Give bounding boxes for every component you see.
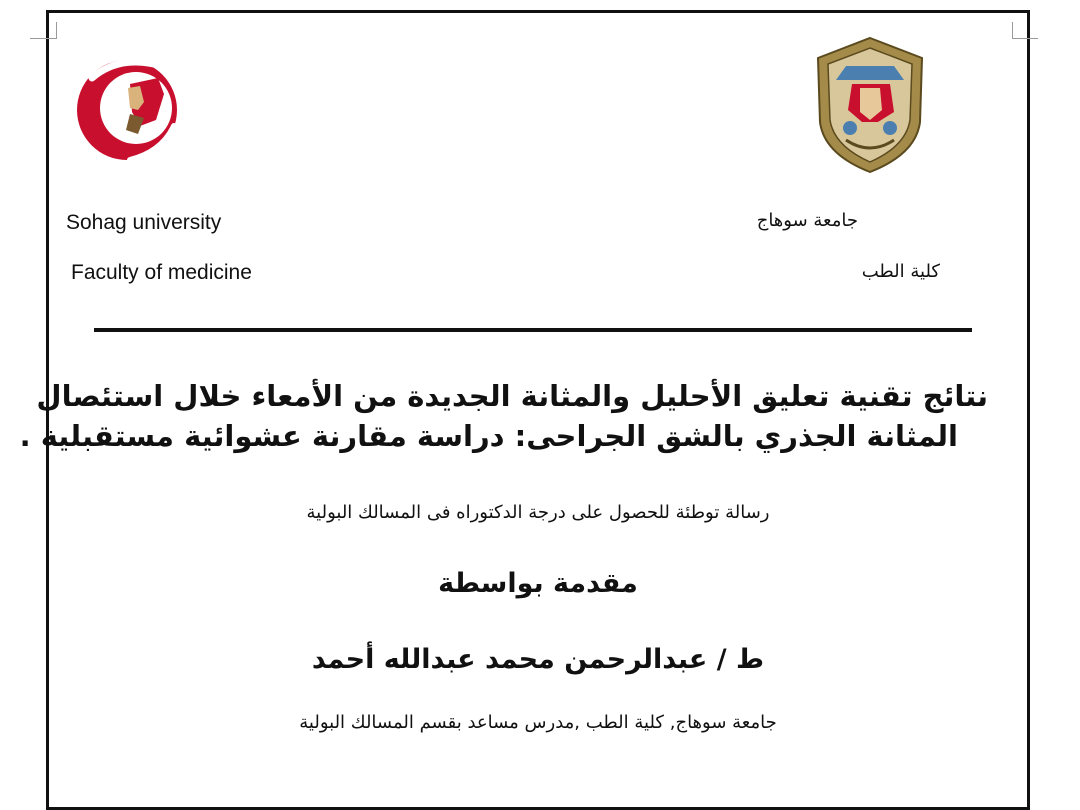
crop-mark-top-right	[1012, 38, 1038, 39]
faculty-name-english: Faculty of medicine	[71, 261, 252, 284]
seal-left-emblem	[843, 121, 857, 135]
thesis-subtitle: رسالة توطئة للحصول على درجة الدكتوراه فى المسالك البولية	[306, 502, 770, 523]
university-name-arabic: جامعة سوهاج	[756, 210, 858, 231]
seal-right-emblem	[883, 121, 897, 135]
author-name: ط / عبدالرحمن محمد عبدالله أحمد	[311, 644, 765, 675]
seal-top-band	[836, 66, 904, 80]
header-divider	[94, 328, 972, 332]
author-affiliation: جامعة سوهاج, كلية الطب ,مدرس مساعد بقسم المسالك البولية	[299, 712, 777, 733]
thesis-title	[19, 376, 1000, 456]
faculty-name-arabic: كلية الطب	[861, 261, 940, 282]
university-name-english: Sohag university	[66, 211, 222, 234]
sohag-university-seal	[812, 36, 928, 174]
presented-by-heading: مقدمة بواسطة	[438, 568, 638, 599]
thesis-title-line-2: المثانة الجذري بالشق الجراحى: دراسة مقارنة عشوائية مستقبلية .	[19, 419, 958, 453]
thesis-title-line-1: نتائج تقنية تعليق الأحليل والمثانة الجديدة من الأمعاء خلال استئصال	[36, 379, 988, 413]
crop-mark-top-right-vertical	[1012, 22, 1013, 39]
crop-mark-top-left-vertical	[56, 22, 57, 39]
crop-mark-top-left	[30, 38, 56, 39]
faculty-of-medicine-logo	[70, 48, 188, 166]
